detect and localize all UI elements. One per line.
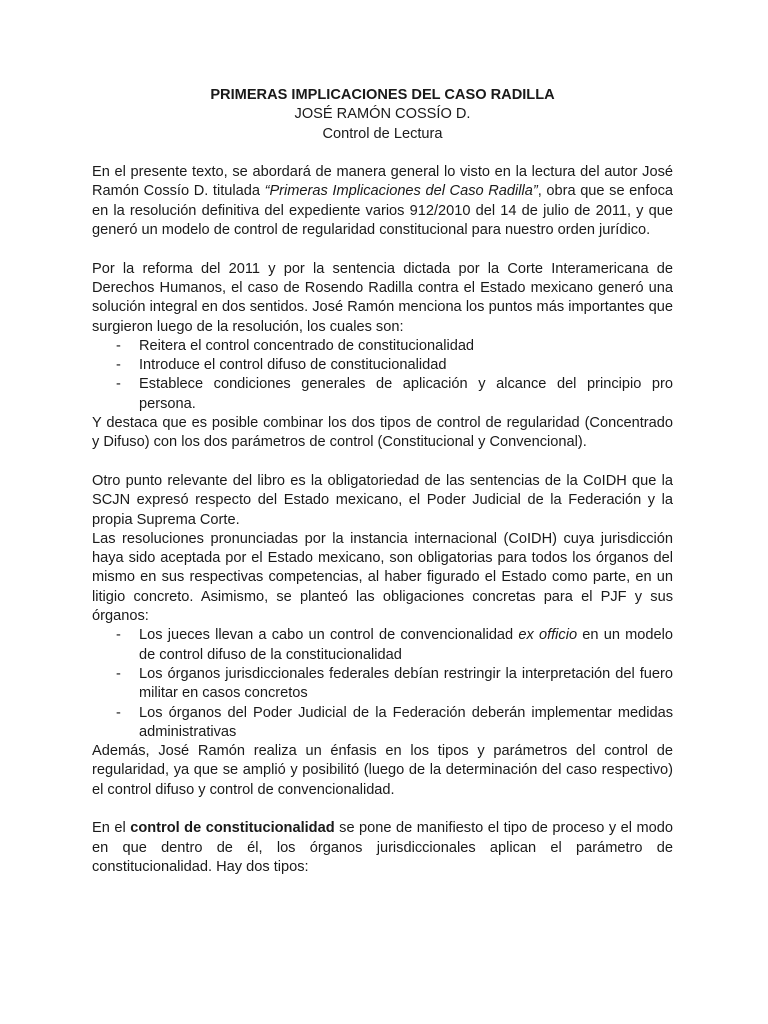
paragraph-intro	[92, 163, 673, 240]
list-item	[92, 665, 673, 704]
dash-bullet: -	[116, 627, 121, 644]
list-item-text: Reitera el control concentrado de constitucionalidad	[139, 337, 475, 354]
dash-bullet: -	[116, 376, 121, 393]
work-title: “Primeras Implicaciones del Caso Radilla”	[264, 183, 538, 200]
document-author: JOSÉ RAMÓN COSSÍO D.	[294, 106, 471, 123]
dash-bullet: -	[116, 357, 121, 374]
dash-bullet: -	[116, 337, 121, 354]
bold-term: control de constitucionalidad	[130, 820, 335, 837]
list-resolution-points	[92, 337, 673, 414]
dash-bullet: -	[116, 665, 121, 682]
paragraph-obligation: Otro punto relevante del libro es la obligatoriedad de las sentencias de la CoIDH que la SCJN expresó respecto del Estado mexicano, el Poder Judicial de la Federación y la propia Suprema Corte.	[92, 472, 673, 528]
paragraph-combination: Y destaca que es posible combinar los dos tipos de control de regularidad (Concentrado y Difuso) con los dos parámetros de control (Constitucional y Convencional).	[92, 415, 673, 451]
list-obligations	[92, 626, 673, 742]
list-item-text: Establece condiciones generales de aplicación y alcance del principio pro persona.	[139, 376, 673, 412]
dash-bullet: -	[116, 704, 121, 721]
list-item	[92, 375, 673, 414]
list-item	[92, 337, 673, 356]
list-item	[92, 626, 673, 665]
document-title: PRIMERAS IMPLICACIONES DEL CASO RADILLA	[210, 87, 555, 103]
paragraph-emphasis: Además, José Ramón realiza un énfasis en los tipos y parámetros del control de regularidad, ya que se amplió y posibilitó (luego de la determinación del caso respectivo) el control difuso y control de convencionalidad.	[92, 743, 673, 798]
latin-term: ex officio	[518, 627, 578, 644]
paragraph-constitutionality	[92, 819, 673, 877]
document-body	[92, 86, 673, 877]
paragraph-text: En el	[92, 820, 131, 837]
list-item-text: Introduce el control difuso de constitucionalidad	[139, 357, 447, 374]
list-item	[92, 704, 673, 743]
list-item-text: en un modelo de control difuso de la constitucionalidad	[139, 627, 673, 663]
list-item-text: Los órganos jurisdiccionales federales debían restringir la interpretación del fuero militar en casos concretos	[139, 665, 673, 702]
paragraph-text: En el presente texto, se abordará de manera general lo visto en la lectura del autor José Ramón Cossío D. titulada	[92, 164, 673, 200]
list-item-text: Los jueces llevan a cabo un control de convencionalidad	[139, 627, 519, 644]
list-item-text: Los órganos del Poder Judicial de la Federación deberán implementar medidas administrativas	[139, 704, 673, 740]
paragraph-text: se pone de manifiesto el tipo de proceso y el modo en que dentro de él, los órganos jurisdiccionales aplican el parámetro de constitucionalidad. Hay dos tipos:	[92, 820, 673, 875]
document-subtitle: Control de Lectura	[322, 125, 443, 142]
paragraph-text: , obra que se enfoca en la resolución definitiva del expediente varios 912/2010 del 14 de julio de 2011, y que generó un modelo de control de regularidad constitucional para nuestro orden jurídico.	[92, 183, 673, 239]
paragraph-reform: Por la reforma del 2011 y por la sentencia dictada por la Corte Interamericana de Derechos Humanos, el caso de Rosendo Radilla contra el Estado mexicano generó una solución integral en dos sentidos. José Ramón menciona los puntos más importantes que surgieron luego de la resolución, los cuales son:	[92, 260, 673, 335]
document-header	[92, 86, 673, 144]
list-item	[92, 356, 673, 375]
paragraph-resolutions: Las resoluciones pronunciadas por la instancia internacional (CoIDH) cuya jurisdicción haya sido aceptada por el Estado mexicano, son obligatorias para todos los órganos del mismo en sus respectivas competencias, al haber figurado el Estado como parte, en un litigio concreto. Asimismo, se planteó las obligaciones concretas para el PJF y sus órganos:	[92, 530, 673, 625]
